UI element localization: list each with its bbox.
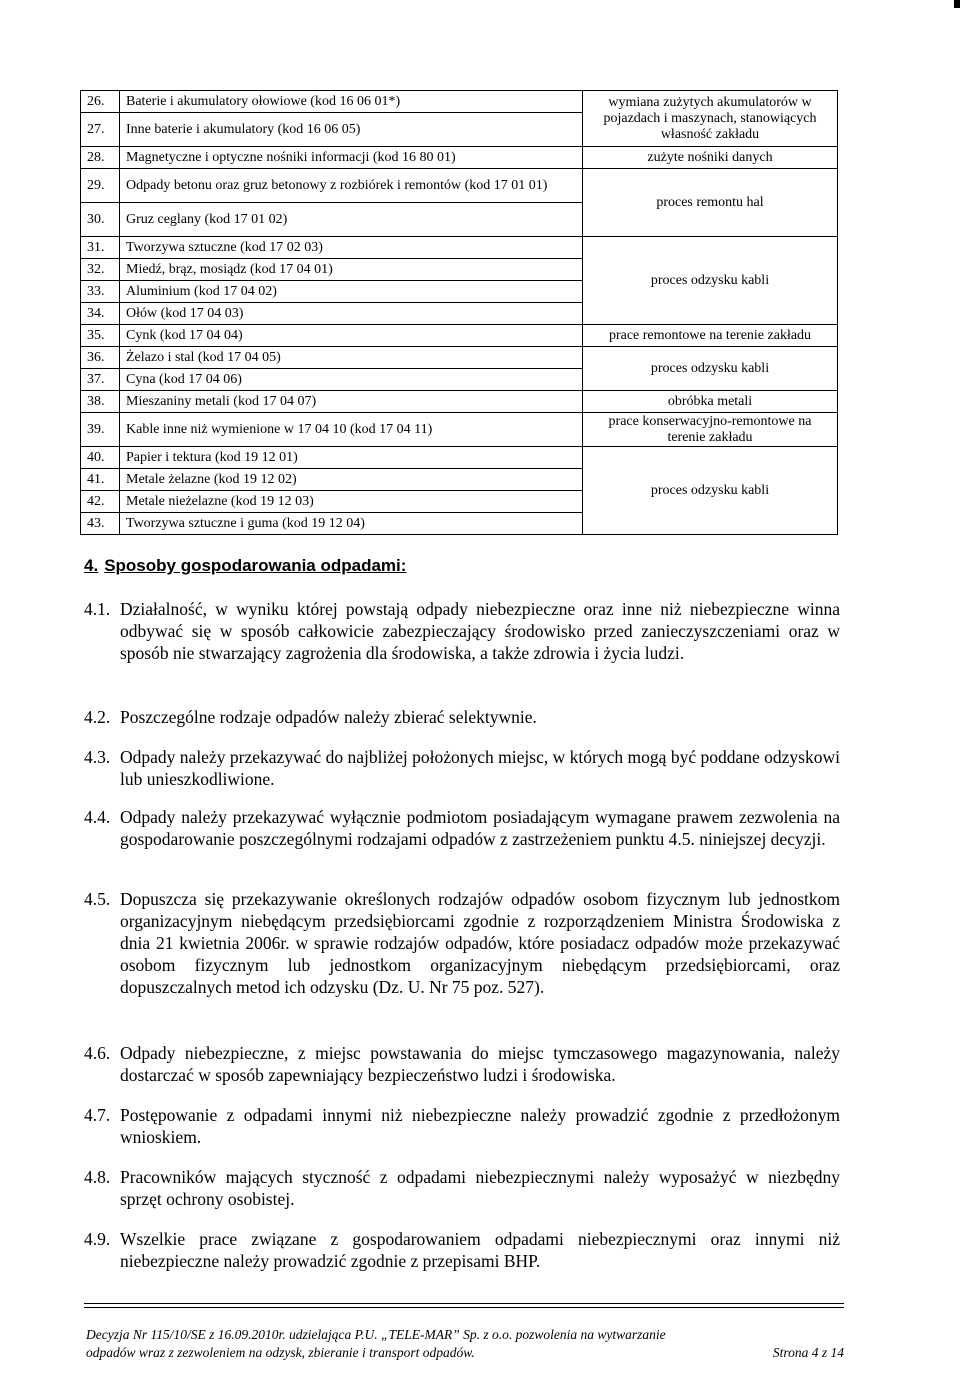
paragraph-number: 4.4.	[84, 807, 111, 827]
paragraph-text: Pracowników mających styczność z odpadami niebezpiecznymi należy wyposażyć w niezbędny sprzęt ochrony osobistej.	[120, 1167, 840, 1209]
process-cell: zużyte nośniki danych	[583, 147, 838, 169]
row-number: 42.	[81, 491, 120, 513]
waste-name: Żelazo i stal (kod 17 04 05)	[120, 347, 583, 369]
row-number: 41.	[81, 469, 120, 491]
row-number: 27.	[81, 113, 120, 147]
waste-name: Tworzywa sztuczne (kod 17 02 03)	[120, 237, 583, 259]
waste-table	[80, 90, 838, 535]
process-cell: proces odzysku kabli	[583, 237, 838, 325]
row-number: 38.	[81, 391, 120, 413]
paragraph-text: Odpady niebezpieczne, z miejsc powstawania do miejsc tymczasowego magazynowania, należy dostarczać w sposób zapewniający bezpieczeństwo ludzi i środowiska.	[120, 1043, 840, 1085]
paragraph-number: 4.1.	[84, 599, 111, 619]
table-row	[81, 413, 838, 447]
table-row	[81, 91, 838, 113]
waste-name: Inne baterie i akumulatory (kod 16 06 05)	[120, 113, 583, 147]
waste-name: Cyna (kod 17 04 06)	[120, 369, 583, 391]
waste-name: Odpady betonu oraz gruz betonowy z rozbiórek i remontów (kod 17 01 01)	[120, 169, 583, 203]
row-number: 35.	[81, 325, 120, 347]
row-number: 43.	[81, 513, 120, 535]
table-row	[81, 447, 838, 469]
row-number: 39.	[81, 413, 120, 447]
page-footer	[86, 1326, 844, 1362]
waste-name: Baterie i akumulatory ołowiowe (kod 16 06 01*)	[120, 91, 583, 113]
paragraph-number: 4.3.	[84, 747, 111, 767]
page-number: Strona 4 z 14	[772, 1345, 844, 1360]
waste-name: Metale nieżelazne (kod 19 12 03)	[120, 491, 583, 513]
table-row	[81, 169, 838, 203]
waste-name: Metale żelazne (kod 19 12 02)	[120, 469, 583, 491]
waste-name: Tworzywa sztuczne i guma (kod 19 12 04)	[120, 513, 583, 535]
process-cell: prace remontowe na terenie zakładu	[583, 325, 838, 347]
paragraph-text: Odpady należy przekazywać wyłącznie podmiotom posiadającym wymagane prawem zezwolenia na gospodarowanie poszczególnymi rodzajami odpadów z zastrzeżeniem punktu 4.5. niniejszej decyzji.	[120, 807, 840, 849]
table-row	[81, 391, 838, 413]
row-number: 31.	[81, 237, 120, 259]
paragraph-number: 4.5.	[84, 889, 111, 909]
paragraph-text: Wszelkie prace związane z gospodarowaniem odpadami niebezpiecznymi oraz innymi niż niebezpieczne należy prowadzić zgodnie z przepisami BHP.	[120, 1229, 840, 1271]
table-row	[81, 147, 838, 169]
process-cell: proces remontu hal	[583, 169, 838, 237]
row-number: 32.	[81, 259, 120, 281]
paragraph-number: 4.9.	[84, 1229, 111, 1249]
paragraph-text: Dopuszcza się przekazywanie określonych rodzajów odpadów osobom fizycznym lub jednostkom organizacyjnym niebędącym przedsiębiorcami zgodnie z rozporządzeniem Ministra Środowiska z dnia 21 kwietnia 2006r. w sprawie rodzajów odpadów, które posiadacz odpadów może przekazywać osobom fizycznym lub jednostkom organizacyjnym niebędącym przedsiębiorcami, oraz dopuszczalnych metod ich odzysku (Dz. U. Nr 75 poz. 527).	[120, 889, 840, 997]
waste-name: Mieszaniny metali (kod 17 04 07)	[120, 391, 583, 413]
row-number: 34.	[81, 303, 120, 325]
paragraph-4-2	[84, 706, 840, 728]
row-number: 29.	[81, 169, 120, 203]
paragraph-4-4	[84, 806, 840, 850]
paragraph-4-8	[84, 1166, 840, 1210]
footer-line-2-row	[86, 1344, 844, 1362]
paragraph-number: 4.8.	[84, 1167, 111, 1187]
paragraph-4-3	[84, 746, 840, 790]
waste-name: Miedź, brąz, mosiądz (kod 17 04 01)	[120, 259, 583, 281]
paragraph-number: 4.2.	[84, 707, 111, 727]
paragraph-4-1	[84, 598, 840, 664]
paragraph-text: Poszczególne rodzaje odpadów należy zbierać selektywnie.	[120, 707, 537, 727]
section-heading: Sposoby gospodarowania odpadami:	[104, 556, 407, 575]
section-number: 4.	[84, 556, 99, 575]
process-cell: prace konserwacyjno-remontowe na terenie zakładu	[583, 413, 838, 447]
row-number: 28.	[81, 147, 120, 169]
paragraph-4-7	[84, 1104, 840, 1148]
row-number: 33.	[81, 281, 120, 303]
waste-name: Cynk (kod 17 04 04)	[120, 325, 583, 347]
row-number: 30.	[81, 203, 120, 237]
paragraph-number: 4.7.	[84, 1105, 111, 1125]
waste-name: Papier i tektura (kod 19 12 01)	[120, 447, 583, 469]
process-cell: proces odzysku kabli	[583, 347, 838, 391]
row-number: 36.	[81, 347, 120, 369]
waste-name: Aluminium (kod 17 04 02)	[120, 281, 583, 303]
table-row	[81, 325, 838, 347]
footer-divider	[84, 1303, 844, 1304]
waste-name: Ołów (kod 17 04 03)	[120, 303, 583, 325]
waste-name: Kable inne niż wymienione w 17 04 10 (kod 17 04 11)	[120, 413, 583, 447]
row-number: 37.	[81, 369, 120, 391]
section-title	[84, 556, 406, 576]
footer-divider	[84, 1307, 844, 1308]
paragraph-4-5	[84, 888, 840, 998]
paragraph-text: Postępowanie z odpadami innymi niż niebezpieczne należy prowadzić zgodnie z przedłożonym wnioskiem.	[120, 1105, 840, 1147]
row-number: 40.	[81, 447, 120, 469]
footer-line-1: Decyzja Nr 115/10/SE z 16.09.2010r. udzielająca P.U. „TELE-MAR” Sp. z o.o. pozwolenia na wytwarzanie	[86, 1327, 666, 1342]
paragraph-text: Odpady należy przekazywać do najbliżej położonych miejsc, w których mogą być poddane odzyskowi lub unieszkodliwione.	[120, 747, 840, 789]
waste-name: Magnetyczne i optyczne nośniki informacji (kod 16 80 01)	[120, 147, 583, 169]
table-row	[81, 347, 838, 369]
process-cell: obróbka metali	[583, 391, 838, 413]
paragraph-4-6	[84, 1042, 840, 1086]
paragraph-text: Działalność, w wyniku której powstają odpady niebezpieczne oraz inne niż niebezpieczne winna odbywać się w sposób całkowicie zabezpieczający środowisko przed zanieczyszczeniami oraz w sposób nie stwarzający zagrożenia dla środowiska, a także zdrowia i życia ludzi.	[120, 599, 840, 663]
process-cell: wymiana zużytych akumulatorów w pojazdach i maszynach, stanowiących własność zakładu	[583, 91, 838, 147]
paragraph-number: 4.6.	[84, 1043, 111, 1063]
corner-mark	[954, 0, 960, 8]
footer-line-2: odpadów wraz z zezwoleniem na odzysk, zbieranie i transport odpadów.	[86, 1345, 475, 1360]
process-cell: proces odzysku kabli	[583, 447, 838, 535]
row-number: 26.	[81, 91, 120, 113]
paragraph-4-9	[84, 1228, 840, 1272]
waste-name: Gruz ceglany (kod 17 01 02)	[120, 203, 583, 237]
table-row	[81, 237, 838, 259]
